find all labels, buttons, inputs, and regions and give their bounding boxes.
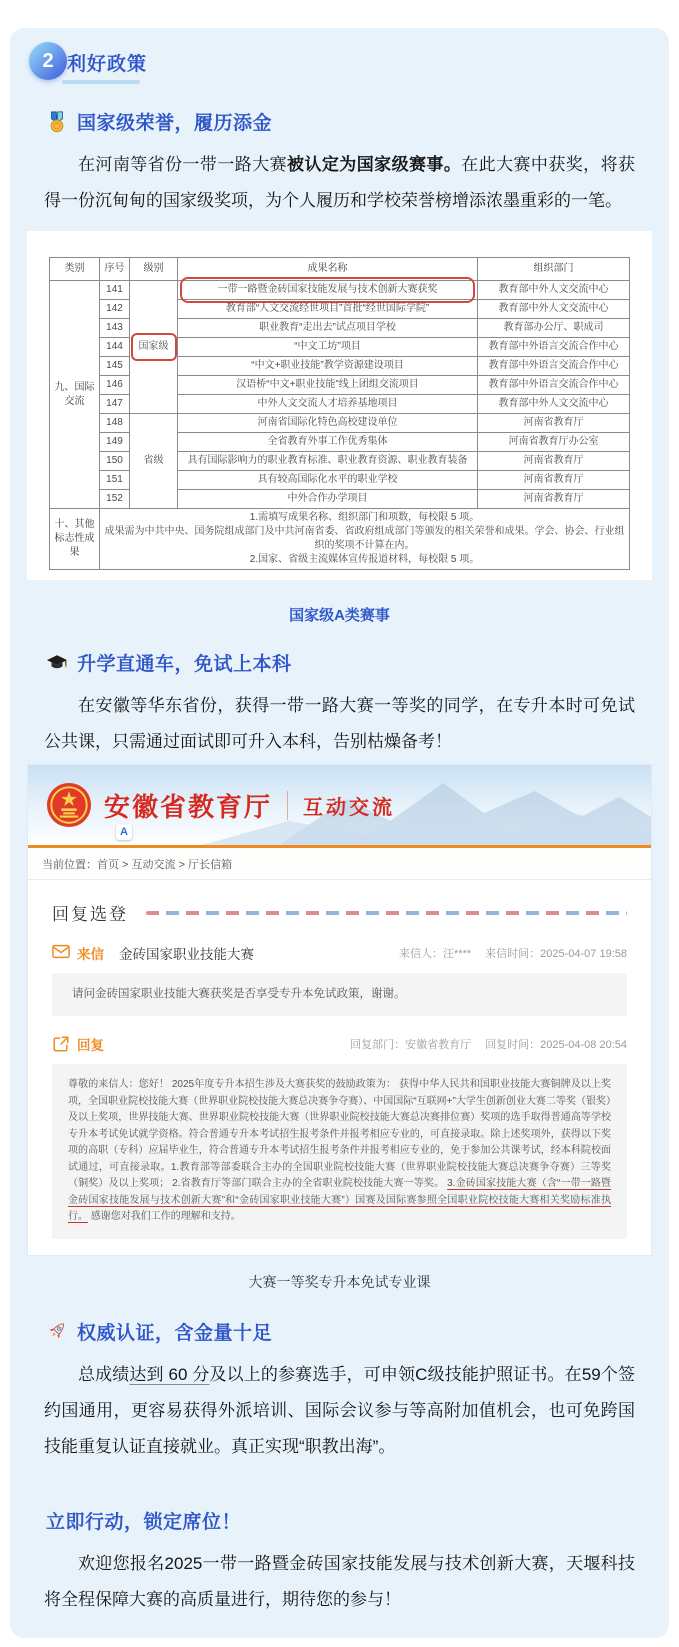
honor-table-no-cell: 143 <box>100 319 130 338</box>
honor-table-header-cell: 成果名称 <box>178 258 478 281</box>
honor-table-row <box>50 414 630 433</box>
honor-table-no-cell: 150 <box>100 452 130 471</box>
article-panel <box>10 28 669 1638</box>
reply-dept: 安徽省教育厅 <box>405 1039 472 1051</box>
honor-table-no-cell: 144 <box>100 338 130 357</box>
honor-table-footer-row <box>50 509 630 570</box>
reply-board-title: 回复选登 <box>52 905 128 924</box>
benefit1-heading-text: 国家级荣誉，履历添金 <box>77 113 273 134</box>
honor-table-name-cell: 具有国际影响力的职业教育标准、职业教育资源、职业教育装备 <box>178 452 478 471</box>
reply-dept-label: 回复部门： <box>350 1039 406 1051</box>
honor-table-header-row <box>50 258 630 281</box>
honor-table-level-national-cell: 国家级 <box>130 281 178 414</box>
letter-sender: 汪**** <box>443 948 472 960</box>
honor-table-screenshot <box>27 231 652 580</box>
honor-table-no-cell: 152 <box>100 490 130 509</box>
letter-content: 请问金砖国家职业技能大赛获奖是否享受专升本免试政策，谢谢。 <box>52 973 627 1016</box>
honor-table-footer-category-cell: 十、其他标志性成果 <box>50 509 100 570</box>
dashed-divider <box>146 911 627 915</box>
para3-post: 及以上的参赛选手，可申领C级技能护照证书。在59个签约国通用，更容易获得外派培训、国际会议参与等高附加值机会，也可免跨国技能重复认证直接就业。真正实现“职教出海”。 <box>44 1364 636 1456</box>
letter-label: 来信 <box>77 947 104 962</box>
section-title: 利好政策 <box>67 54 148 75</box>
table-caption: 国家级A类赛事 <box>289 607 390 624</box>
letter-sender-label: 来信人： <box>399 948 444 960</box>
honor-table-no-cell: 145 <box>100 357 130 376</box>
breadcrumb: 当前位置：首页 > 互动交流 > 厅长信箱 <box>28 848 651 880</box>
national-emblem-icon <box>46 782 92 828</box>
honor-table-no-cell: 148 <box>100 414 130 433</box>
honor-table-name-cell: 中外合作办学项目 <box>178 490 478 509</box>
benefit3-heading <box>46 1318 669 1345</box>
honor-table-org-cell: 教育部中外人文交流中心 <box>478 300 630 319</box>
reply-content-main: 尊敬的来信人：您好！ 2025年度专升本招生涉及大赛获奖的鼓励政策为： 获得中华人民共和国职业技能大赛铜牌及以上奖项，全国职业院校技能大赛（世界职业院校技能大赛总决赛争夺赛）、中国国际“互联网+”大学生创新创业大赛二等奖（银奖）及以上奖项，世界技能大赛、世界职业院校技能大赛（世界职业院校技能大赛总决赛排位赛）奖项的选手取得普通高等学校专升本考试免试就学资格。符合普通专升本考试招生报考条件并报考相应专业的，可直接录取。除上述奖项外，获得以下奖项的高职（专科）应届毕业生，符合普通专升本考试招生报考条件并报考相应专业的，免于参加公共课考试，经本科院校面试通过，可直接录取。1.教育部等部委联合主办的全国职业院校技能大赛（世界职业院校技能大赛总决赛争夺赛）三等奖（铜奖）及以上奖项； 2.省教育厅等部门联合主办的全省职业院校技能大赛一等奖。 <box>68 1079 611 1189</box>
honor-table-level-provincial-cell: 省级 <box>130 414 178 509</box>
honor-table-org-cell: 河南省教育厅 <box>478 471 630 490</box>
honor-table-name-cell: 汉语桥“中文+职业技能”线上团组交流项目 <box>178 376 478 395</box>
honor-table-no-cell: 142 <box>100 300 130 319</box>
anhui-website-screenshot <box>27 764 652 1256</box>
honor-table-footer-note-line: 成果需为中共中央、国务院组成部门及中共河南省委、省政府组成部门等颁发的相关荣誉和成果。学会、协会、行业组织的奖项不计算在内。 <box>104 526 625 551</box>
honor-table-org-cell: 河南省教育厅 <box>478 452 630 471</box>
section-title-underline <box>62 80 140 84</box>
letter-subject: 金砖国家职业技能大赛 <box>119 947 254 962</box>
honor-table-no-cell: 151 <box>100 471 130 490</box>
benefit3-paragraph <box>44 1357 635 1465</box>
site-name: 安徽省教育厅 <box>104 791 273 822</box>
benefit2-heading <box>46 649 669 676</box>
reply-content-tail: 感谢您对我们工作的理解和支持。 <box>88 1211 241 1222</box>
anhui-caption: 大赛一等奖专升本免试专业课 <box>248 1273 431 1290</box>
honor-table-name-cell: “中文工坊”项目 <box>178 338 478 357</box>
letter-time: 2025-04-07 19:58 <box>540 948 627 960</box>
reply-label: 回复 <box>77 1038 104 1053</box>
benefit1-heading <box>46 108 669 135</box>
para3-pre: 总成绩 <box>78 1364 130 1384</box>
honor-table-footer-note-cell <box>100 509 630 570</box>
benefit1-paragraph <box>44 147 635 219</box>
reply-content <box>52 1064 627 1239</box>
honor-table-header-cell: 序号 <box>100 258 130 281</box>
honor-table-no-cell: 146 <box>100 376 130 395</box>
site-section-label: 互动交流 <box>287 791 395 820</box>
honor-table-footer-note-line: 1.需填写成果名称、组织部门和项数，每校限 5 项。 <box>249 512 480 523</box>
reply-time-label: 回复时间： <box>485 1039 541 1051</box>
honor-table-no-cell: 147 <box>100 395 130 414</box>
benefit2-paragraph: 在安徽等华东省份，获得一带一路大赛一等奖的同学，在专升本时可免试公共课，只需通过面试即可升入本科，告别枯燥备考！ <box>44 696 635 751</box>
honor-table-name-cell: 教育部“人文交流经世项目”首批“经世国际学院” <box>178 300 478 319</box>
benefit2-heading-text: 升学直通车，免试上本科 <box>77 654 292 675</box>
honor-table-name-cell: “中文+职业技能”教学资源建设项目 <box>178 357 478 376</box>
section-header <box>29 42 669 92</box>
letter-meta <box>399 945 627 961</box>
honor-table-row <box>50 281 630 300</box>
honor-table-name-cell: 职业教育“走出去”试点项目学校 <box>178 319 478 338</box>
honor-table-org-cell: 河南省教育厅 <box>478 414 630 433</box>
reply-time: 2025-04-08 20:54 <box>540 1039 627 1051</box>
reply-board <box>28 880 651 1255</box>
reply-row <box>52 1034 627 1054</box>
anhui-banner <box>28 765 651 845</box>
honor-table-name-cell: 中外人文交流人才培养基地项目 <box>178 395 478 414</box>
para3-underlined: 达到 60 分 <box>129 1364 210 1384</box>
cta-heading: 立即行动，锁定席位！ <box>46 1511 242 1533</box>
honor-table <box>49 257 630 570</box>
translate-icon: A <box>116 824 132 840</box>
honor-table-category-cell: 九、国际交流 <box>50 281 100 509</box>
reply-icon <box>52 1035 70 1053</box>
reply-meta <box>350 1036 627 1052</box>
para1-pre: 在河南等省份一带一路大赛 <box>78 155 288 174</box>
envelope-icon <box>52 944 70 962</box>
honor-table-name-cell: 一带一路暨金砖国家技能发展与技术创新大赛获奖 <box>178 281 478 300</box>
honor-table-name-cell: 全省教育外事工作优秀集体 <box>178 433 478 452</box>
benefit3-heading-text: 权威认证，含金量十足 <box>77 1322 273 1344</box>
honor-table-org-cell: 教育部中外语言交流合作中心 <box>478 338 630 357</box>
graduation-cap-icon <box>46 652 68 674</box>
rocket-icon <box>46 1320 68 1342</box>
honor-table-org-cell: 教育部办公厅、职成司 <box>478 319 630 338</box>
letter-row <box>52 943 627 963</box>
reply-board-header <box>52 900 627 925</box>
honor-table-org-cell: 教育部中外语言交流合作中心 <box>478 357 630 376</box>
honor-table-no-cell: 141 <box>100 281 130 300</box>
honor-table-org-cell: 教育部中外语言交流合作中心 <box>478 376 630 395</box>
cta-paragraph: 欢迎您报名2025一带一路暨金砖国家技能发展与技术创新大赛，天堰科技将全程保障大赛的高质量进行，期待您的参与！ <box>44 1553 635 1609</box>
honor-table-org-cell: 教育部中外人文交流中心 <box>478 395 630 414</box>
honor-table-header-cell: 类别 <box>50 258 100 281</box>
para1-bold: 被认定为国家级赛事。 <box>287 155 462 174</box>
honor-table-footer-note-line: 2.国家、省级主流媒体宣传报道材料，每校限 5 项。 <box>249 554 480 565</box>
reply-content-highlighted: 3.金砖国家技能大赛（含“一带一路暨金砖国家技能发展与技术创新大赛”和“金砖国家职业技能大赛”）国赛及国际赛参照全国职业院校技能大赛相关奖励标准执行。 <box>68 1178 611 1222</box>
honor-table-org-cell: 河南省教育厅办公室 <box>478 433 630 452</box>
medal-icon <box>46 111 68 133</box>
letter-time-label: 来信时间： <box>485 948 541 960</box>
honor-table-header-cell: 级别 <box>130 258 178 281</box>
honor-table-org-cell: 河南省教育厅 <box>478 490 630 509</box>
honor-table-header-cell: 组织部门 <box>478 258 630 281</box>
para1-post: 在此大赛中获奖，将获得一份沉甸甸的国家级奖项，为个人履历和学校荣誉榜增添浓墨重彩的一笔。 <box>44 155 636 210</box>
honor-table-org-cell: 教育部中外人文交流中心 <box>478 281 630 300</box>
section-number-badge: 2 <box>29 42 67 80</box>
honor-table-no-cell: 149 <box>100 433 130 452</box>
honor-table-name-cell: 河南省国际化特色高校建设单位 <box>178 414 478 433</box>
honor-table-name-cell: 具有较高国际化水平的职业学校 <box>178 471 478 490</box>
